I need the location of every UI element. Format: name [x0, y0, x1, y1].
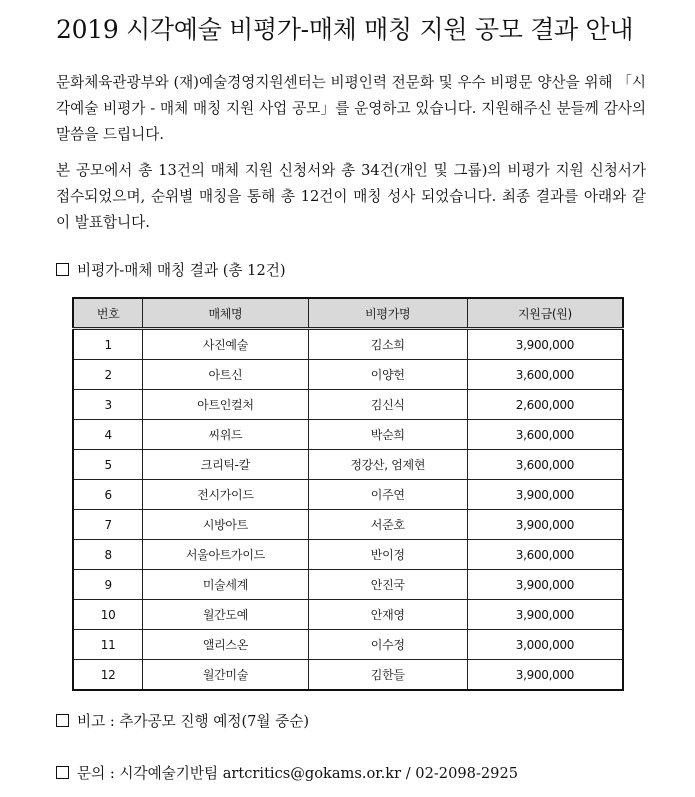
cell-grant: 3,600,000 [467, 360, 623, 390]
cell-media: 아트신 [143, 360, 308, 390]
cell-grant: 3,000,000 [467, 630, 623, 660]
cell-critic: 이양헌 [308, 360, 467, 390]
cell-critic: 정강산, 엄제현 [308, 450, 467, 480]
intro-paragraph: 문화체육관광부와 (재)예술경영지원센터는 비평인력 전문화 및 우수 비평문 양산을 위해 「시각예술 비평가 - 매체 매칭 지원 사업 공모」를 운영하고 있습니다. 지원해주신 분들께 감사의 말씀을 드립니다. [56, 74, 646, 143]
cell-media: 월간도예 [143, 600, 308, 630]
cell-media: 씨위드 [143, 420, 308, 450]
table-row [73, 480, 623, 510]
cell-number: 5 [73, 450, 143, 480]
contact-line [56, 762, 518, 783]
cell-number: 11 [73, 630, 143, 660]
table-row [73, 420, 623, 450]
cell-grant: 3,900,000 [467, 660, 623, 691]
table-row [73, 329, 623, 360]
cell-grant: 3,900,000 [467, 600, 623, 630]
cell-critic: 서준호 [308, 510, 467, 540]
checkbox-square-icon [56, 263, 69, 276]
contact-text: 문의 : 시각예술기반팀 artcritics@gokams.or.kr / 02-2098-2925 [77, 765, 519, 782]
header-number: 번호 [73, 298, 143, 329]
table-header-row [73, 298, 623, 329]
cell-critic: 김소희 [308, 329, 467, 360]
cell-number: 2 [73, 360, 143, 390]
note-text: 비고 : 추가공모 진행 예정(7월 중순) [77, 713, 310, 730]
cell-grant: 3,600,000 [467, 420, 623, 450]
cell-number: 6 [73, 480, 143, 510]
cell-critic: 이수정 [308, 630, 467, 660]
cell-grant: 3,900,000 [467, 480, 623, 510]
cell-grant: 3,600,000 [467, 540, 623, 570]
table-row [73, 510, 623, 540]
table-row [73, 540, 623, 570]
cell-critic: 반이정 [308, 540, 467, 570]
cell-number: 7 [73, 510, 143, 540]
table-row [73, 360, 623, 390]
cell-number: 10 [73, 600, 143, 630]
cell-grant: 3,900,000 [467, 510, 623, 540]
cell-media: 서울아트가이드 [143, 540, 308, 570]
checkbox-square-icon [56, 766, 69, 779]
cell-grant: 3,900,000 [467, 570, 623, 600]
cell-number: 4 [73, 420, 143, 450]
cell-critic: 이주연 [308, 480, 467, 510]
section-heading [56, 259, 286, 280]
cell-media: 앨리스온 [143, 630, 308, 660]
cell-number: 3 [73, 390, 143, 420]
cell-critic: 김한들 [308, 660, 467, 691]
cell-number: 8 [73, 540, 143, 570]
cell-critic: 안재영 [308, 600, 467, 630]
table-row [73, 600, 623, 630]
cell-grant: 3,600,000 [467, 450, 623, 480]
checkbox-square-icon [56, 714, 69, 727]
cell-grant: 2,600,000 [467, 390, 623, 420]
cell-number: 12 [73, 660, 143, 691]
cell-number: 1 [73, 329, 143, 360]
table-row [73, 660, 623, 691]
result-summary-paragraph: 본 공모에서 총 13건의 매체 지원 신청서와 총 34건(개인 및 그룹)의 비평가 지원 신청서가 접수되었으며, 순위별 매칭을 통해 총 12건이 매칭 성사 되었습니다. 최종 결과를 아래와 같이 발표합니다. [56, 162, 646, 231]
table-row [73, 570, 623, 600]
cell-media: 전시가이드 [143, 480, 308, 510]
cell-media: 월간미술 [143, 660, 308, 691]
cell-media: 아트인컬처 [143, 390, 308, 420]
table-row [73, 630, 623, 660]
note-line [56, 710, 309, 731]
cell-critic: 김신식 [308, 390, 467, 420]
header-grant: 지원금(원) [467, 298, 623, 329]
table-row [73, 390, 623, 420]
section-heading-text: 비평가-매체 매칭 결과 (총 12건) [77, 262, 286, 279]
cell-media: 시방아트 [143, 510, 308, 540]
cell-number: 9 [73, 570, 143, 600]
cell-critic: 박순희 [308, 420, 467, 450]
header-critic: 비평가명 [308, 298, 467, 329]
page-title: 2019 시각예술 비평가-매체 매칭 지원 공모 결과 안내 [56, 15, 634, 44]
cell-grant: 3,900,000 [467, 329, 623, 360]
cell-media: 크리틱-칼 [143, 450, 308, 480]
cell-media: 사진예술 [143, 329, 308, 360]
cell-critic: 안진국 [308, 570, 467, 600]
matching-result-table [72, 297, 624, 691]
header-media: 매체명 [143, 298, 308, 329]
table-row [73, 450, 623, 480]
cell-media: 미술세계 [143, 570, 308, 600]
